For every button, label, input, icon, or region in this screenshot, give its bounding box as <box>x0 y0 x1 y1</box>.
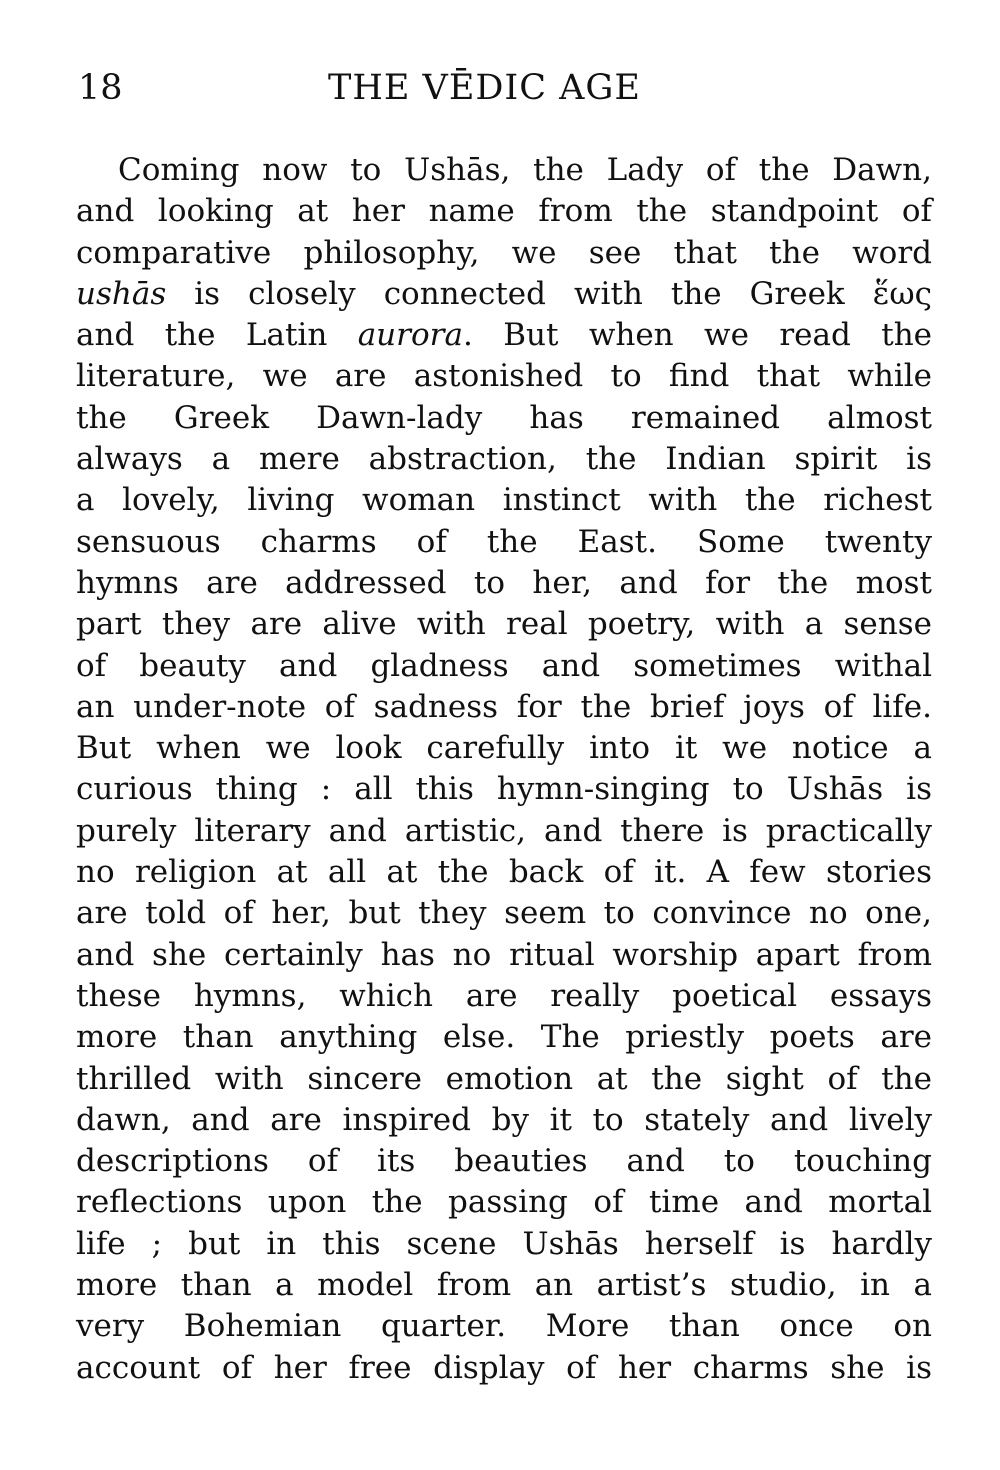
text-line: the Greek Dawn-lady has remained almost <box>76 399 932 436</box>
page-number: 18 <box>78 68 123 108</box>
text-line: purely literary and artistic, and there is practically <box>76 812 932 849</box>
text-line: sensuous charms of the East. Some twenty <box>76 523 932 560</box>
text-line: descriptions of its beauties and to touching <box>76 1143 932 1180</box>
text-line: of beauty and gladness and sometimes withal <box>76 647 932 684</box>
text-line: and the Latin aurora. But when we read the <box>76 317 932 354</box>
text-line: comparative philosophy, we see that the word <box>76 234 932 271</box>
text-line: always a mere abstraction, the Indian spirit is <box>76 441 932 478</box>
text-line: reflections upon the passing of time and mortal <box>76 1184 932 1221</box>
text-line: But when we look carefully into it we notice a <box>76 730 932 767</box>
text-line: an under-note of sadness for the brief joys of life. <box>76 688 932 725</box>
text-line: account of her free display of her charms she is <box>76 1349 932 1386</box>
text-line: hymns are addressed to her, and for the most <box>76 564 932 601</box>
text-line: more than anything else. The priestly poets are <box>76 1019 932 1056</box>
text-line: and she certainly has no ritual worship apart from <box>76 936 932 973</box>
text-line: literature, we are astonished to find that while <box>76 358 932 395</box>
text-line: Coming now to Ushās, the Lady of the Dawn, <box>118 152 932 188</box>
text-line: no religion at all at the back of it. A few stories <box>76 854 932 891</box>
italic-term: aurora <box>357 317 463 354</box>
text-line: curious thing : all this hymn-singing to Ushās is <box>76 771 932 808</box>
text-line: very Bohemian quarter. More than once on <box>76 1308 932 1345</box>
text-line: dawn, and are inspired by it to stately and lively <box>76 1101 932 1138</box>
running-title: THE VĒDIC AGE <box>328 68 641 108</box>
page-header <box>78 68 928 118</box>
text-line: more than a model from an artist’s studio, in a <box>76 1267 932 1304</box>
text-line: these hymns, which are really poetical essays <box>76 977 932 1014</box>
text-line: and looking at her name from the standpoint of <box>76 193 932 230</box>
text-line: life ; but in this scene Ushās herself is hardly <box>76 1225 932 1262</box>
text-line: thrilled with sincere emotion at the sight of the <box>76 1060 932 1097</box>
text-line: ushās is closely connected with the Greek ἕως <box>76 275 932 312</box>
text-line: a lovely, living woman instinct with the richest <box>76 482 932 519</box>
italic-term: ushās <box>76 275 167 312</box>
text-line: are told of her, but they seem to convince no one, <box>76 895 932 932</box>
text-line: part they are alive with real poetry, with a sense <box>76 606 932 643</box>
body-paragraph <box>76 150 932 1389</box>
